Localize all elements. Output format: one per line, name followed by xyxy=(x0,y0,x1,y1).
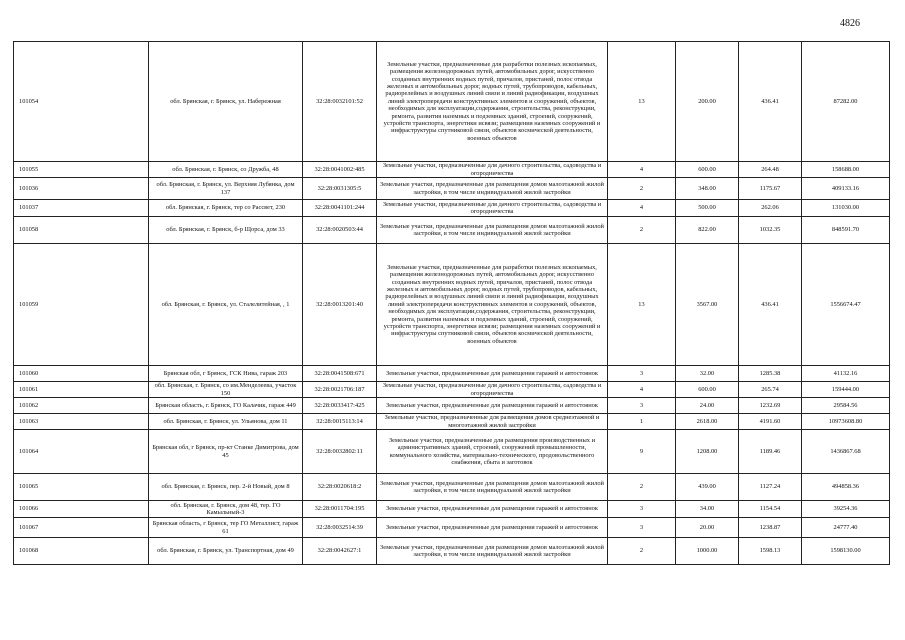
cadastral-number-cell: 32:28:0032514:39 xyxy=(303,518,377,538)
area-cell: 1208.00 xyxy=(676,430,739,474)
area-cell: 439.00 xyxy=(676,474,739,501)
cadastral-value-cell: 39254.36 xyxy=(802,501,890,518)
specific-value-cell: 262.06 xyxy=(739,200,802,217)
land-use-description-cell: Земельные участки, предназначенные для размещения домов малоэтажной жилой застройки, в том числе индивидуальной жилой застройки xyxy=(377,178,608,200)
area-cell: 2618.00 xyxy=(676,414,739,430)
cadastral-number-cell: 32:28:0013201:40 xyxy=(303,244,377,366)
address-cell: обл. Брянская, г. Брянск, ул. Ульянова, дом 11 xyxy=(149,414,303,430)
use-group-cell: 3 xyxy=(608,398,676,414)
cadastral-number-cell: 32:28:0020618:2 xyxy=(303,474,377,501)
use-group-cell: 4 xyxy=(608,382,676,398)
address-cell: Брянская область, г. Брянск, ГО Калачик, гараж 449 xyxy=(149,398,303,414)
table-row xyxy=(14,398,890,414)
specific-value-cell: 1175.67 xyxy=(739,178,802,200)
address-cell: Брянская обл, г Брянск, пр-кт Станке Димитрова, дом 45 xyxy=(149,430,303,474)
specific-value-cell: 1232.69 xyxy=(739,398,802,414)
cadastral-number-cell: 32:28:0031305:5 xyxy=(303,178,377,200)
parcel-id-cell: 101059 xyxy=(14,244,149,366)
table-row xyxy=(14,501,890,518)
parcel-id-cell: 101063 xyxy=(14,414,149,430)
cadastral-value-cell: 848591.70 xyxy=(802,217,890,244)
use-group-cell: 4 xyxy=(608,162,676,178)
table-row xyxy=(14,366,890,382)
parcel-id-cell: 101036 xyxy=(14,178,149,200)
address-cell: обл. Брянская, г. Брянск, со им.Менделеева, участок 150 xyxy=(149,382,303,398)
specific-value-cell: 1032.35 xyxy=(739,217,802,244)
land-use-description-cell: Земельные участки, предназначенные для размещения гаражей и автостоянок xyxy=(377,366,608,382)
cadastral-value-cell: 41132.16 xyxy=(802,366,890,382)
parcel-id-cell: 101037 xyxy=(14,200,149,217)
cadastral-number-cell: 32:28:0020503:44 xyxy=(303,217,377,244)
use-group-cell: 2 xyxy=(608,217,676,244)
specific-value-cell: 436.41 xyxy=(739,244,802,366)
cadastral-number-cell: 32:28:0032101:52 xyxy=(303,42,377,162)
cadastral-value-cell: 131030.00 xyxy=(802,200,890,217)
cadastral-number-cell: 32:28:0032802:11 xyxy=(303,430,377,474)
area-cell: 600.00 xyxy=(676,382,739,398)
parcel-id-cell: 101068 xyxy=(14,538,149,565)
table-row xyxy=(14,518,890,538)
use-group-cell: 3 xyxy=(608,518,676,538)
specific-value-cell: 264.48 xyxy=(739,162,802,178)
area-cell: 34.00 xyxy=(676,501,739,518)
land-use-description-cell: Земельные участки, предназначенные для дачного строительства, садоводства и огородничества xyxy=(377,162,608,178)
specific-value-cell: 4191.60 xyxy=(739,414,802,430)
address-cell: обл. Брянская, г. Брянск, ул. Набережная xyxy=(149,42,303,162)
land-use-description-cell: Земельные участки, предназначенные для размещения производственных и административных зданий, строений, сооружений промышленности, коммунального хозяйства, материально-технического, продовольственного снабжения, сбыта и заготовок xyxy=(377,430,608,474)
use-group-cell: 3 xyxy=(608,366,676,382)
land-use-description-cell: Земельные участки, предназначенные для размещения домов среднеэтажной и многоэтажной жилой застройки xyxy=(377,414,608,430)
specific-value-cell: 436.41 xyxy=(739,42,802,162)
page-number: 4826 xyxy=(840,18,860,29)
parcel-id-cell: 101060 xyxy=(14,366,149,382)
use-group-cell: 4 xyxy=(608,200,676,217)
table-body xyxy=(14,42,890,565)
table-row xyxy=(14,178,890,200)
use-group-cell: 2 xyxy=(608,474,676,501)
use-group-cell: 3 xyxy=(608,501,676,518)
land-use-description-cell: Земельные участки, предназначенные для разработки полезных ископаемых, размещения железнодорожных путей, автомобильных дорог, искусственно созданных внутренних водных путей, причалов, пристаней, полос отвода железных и автомобильных дорог, водных путей, трубопроводов, кабельных, радиорелейных и воздушных линий связи и линий радиофикации, воздушных линий электропередачи конструктивных элементов и сооружений, объектов, необходимых для эксплуатации,содержания, строительства, реконструкции, ремонта, развития наземных и подземных зданий, строений, сооружений, устройств транспорта, энергетики исвязи; размещения наземных сооружений и инфраструктуры спутниковой связи, объектов космической деятельности, военных объектов xyxy=(377,244,608,366)
specific-value-cell: 1154.54 xyxy=(739,501,802,518)
table-row xyxy=(14,538,890,565)
area-cell: 3567.00 xyxy=(676,244,739,366)
address-cell: Брянская область, г Брянск, тер ГО Металлист, гараж 61 xyxy=(149,518,303,538)
address-cell: обл. Брянская, г. Брянск, ул. Сталелитейная, , 1 xyxy=(149,244,303,366)
area-cell: 1000.00 xyxy=(676,538,739,565)
address-cell: Брянская обл, г Брянск, ГСК Нива, гараж 203 xyxy=(149,366,303,382)
cadastral-number-cell: 32:28:0041002:485 xyxy=(303,162,377,178)
table-row xyxy=(14,162,890,178)
cadastral-number-cell: 32:28:0033417:425 xyxy=(303,398,377,414)
specific-value-cell: 1285.38 xyxy=(739,366,802,382)
land-use-description-cell: Земельные участки, предназначенные для размещения домов малоэтажной жилой застройки, в том числе индивидуальной жилой застройки xyxy=(377,217,608,244)
cadastral-value-cell: 158688.00 xyxy=(802,162,890,178)
address-cell: обл. Брянская, г. Брянск, б-р Щорса, дом 33 xyxy=(149,217,303,244)
parcel-id-cell: 101067 xyxy=(14,518,149,538)
cadastral-number-cell: 32:28:0011704:195 xyxy=(303,501,377,518)
cadastral-value-cell: 10973608.80 xyxy=(802,414,890,430)
area-cell: 822.00 xyxy=(676,217,739,244)
land-registry-table xyxy=(13,41,890,565)
cadastral-value-cell: 494858.36 xyxy=(802,474,890,501)
parcel-id-cell: 101065 xyxy=(14,474,149,501)
parcel-id-cell: 101064 xyxy=(14,430,149,474)
table-row xyxy=(14,430,890,474)
address-cell: обл. Брянская, г. Брянск, ул. Транспортная, дом 49 xyxy=(149,538,303,565)
use-group-cell: 9 xyxy=(608,430,676,474)
table-row xyxy=(14,200,890,217)
cadastral-value-cell: 24777.40 xyxy=(802,518,890,538)
address-cell: обл. Брянская, г. Брянск, тер со Рассвет, 230 xyxy=(149,200,303,217)
cadastral-number-cell: 32:28:0015113:14 xyxy=(303,414,377,430)
land-use-description-cell: Земельные участки, предназначенные для размещения гаражей и автостоянок xyxy=(377,501,608,518)
land-use-description-cell: Земельные участки, предназначенные для размещения гаражей и автостоянок xyxy=(377,518,608,538)
cadastral-value-cell: 29584.56 xyxy=(802,398,890,414)
area-cell: 20.00 xyxy=(676,518,739,538)
area-cell: 200.00 xyxy=(676,42,739,162)
land-use-description-cell: Земельные участки, предназначенные для разработки полезных ископаемых, размещения железнодорожных путей, автомобильных дорог, искусственно созданных внутренних водных путей, причалов, пристаней, полос отвода железных и автомобильных дорог, водных путей, трубопроводов, кабельных, радиорелейных и воздушных линий связи и линий радиофикации, воздушных линий электропередачи конструктивных элементов и сооружений, объектов, необходимых для эксплуатации,содержания, строительства, реконструкции, ремонта, развития наземных и подземных зданий, строений, сооружений, устройств транспорта, энергетики исвязи; размещения наземных сооружений и инфраструктуры спутниковой связи, объектов космической деятельности, военных объектов xyxy=(377,42,608,162)
table-row xyxy=(14,217,890,244)
use-group-cell: 2 xyxy=(608,538,676,565)
land-use-description-cell: Земельные участки, предназначенные для дачного строительства, садоводства и огородничества xyxy=(377,382,608,398)
parcel-id-cell: 101062 xyxy=(14,398,149,414)
cadastral-value-cell: 1436867.68 xyxy=(802,430,890,474)
cadastral-number-cell: 32:28:0041508:671 xyxy=(303,366,377,382)
use-group-cell: 13 xyxy=(608,244,676,366)
parcel-id-cell: 101066 xyxy=(14,501,149,518)
parcel-id-cell: 101061 xyxy=(14,382,149,398)
table-row xyxy=(14,382,890,398)
cadastral-value-cell: 409133.16 xyxy=(802,178,890,200)
area-cell: 600.00 xyxy=(676,162,739,178)
area-cell: 348.00 xyxy=(676,178,739,200)
land-use-description-cell: Земельные участки, предназначенные для размещения гаражей и автостоянок xyxy=(377,398,608,414)
parcel-id-cell: 101054 xyxy=(14,42,149,162)
address-cell: обл. Брянская, г. Брянск, пер. 2-й Новый, дом 8 xyxy=(149,474,303,501)
specific-value-cell: 1189.46 xyxy=(739,430,802,474)
use-group-cell: 1 xyxy=(608,414,676,430)
specific-value-cell: 265.74 xyxy=(739,382,802,398)
use-group-cell: 2 xyxy=(608,178,676,200)
specific-value-cell: 1598.13 xyxy=(739,538,802,565)
use-group-cell: 13 xyxy=(608,42,676,162)
land-use-description-cell: Земельные участки, предназначенные для размещения домов малоэтажной жилой застройки, в том числе индивидуальной жилой застройки xyxy=(377,538,608,565)
address-cell: обл. Брянская, г. Брянск, ул. Верхняя Лубянка, дом 137 xyxy=(149,178,303,200)
table-row xyxy=(14,42,890,162)
specific-value-cell: 1127.24 xyxy=(739,474,802,501)
cadastral-number-cell: 32:28:0041101:244 xyxy=(303,200,377,217)
area-cell: 500.00 xyxy=(676,200,739,217)
cadastral-value-cell: 159444.00 xyxy=(802,382,890,398)
address-cell: обл. Брянская, г. Брянск, со Дружба, 48 xyxy=(149,162,303,178)
land-use-description-cell: Земельные участки, предназначенные для дачного строительства, садоводства и огородничества xyxy=(377,200,608,217)
table-row xyxy=(14,474,890,501)
cadastral-number-cell: 32:28:0021706:187 xyxy=(303,382,377,398)
cadastral-value-cell: 87282.00 xyxy=(802,42,890,162)
parcel-id-cell: 101055 xyxy=(14,162,149,178)
cadastral-value-cell: 1598130.00 xyxy=(802,538,890,565)
land-use-description-cell: Земельные участки, предназначенные для размещения домов малоэтажной жилой застройки, в том числе индивидуальной жилой застройки xyxy=(377,474,608,501)
parcel-id-cell: 101058 xyxy=(14,217,149,244)
address-cell: обл. Брянская, г. Брянск, дом 48, тер. ГО Камыльный-3 xyxy=(149,501,303,518)
table-row xyxy=(14,244,890,366)
area-cell: 24.00 xyxy=(676,398,739,414)
cadastral-value-cell: 1556674.47 xyxy=(802,244,890,366)
specific-value-cell: 1238.87 xyxy=(739,518,802,538)
cadastral-number-cell: 32:28:0042627:1 xyxy=(303,538,377,565)
table-row xyxy=(14,414,890,430)
area-cell: 32.00 xyxy=(676,366,739,382)
